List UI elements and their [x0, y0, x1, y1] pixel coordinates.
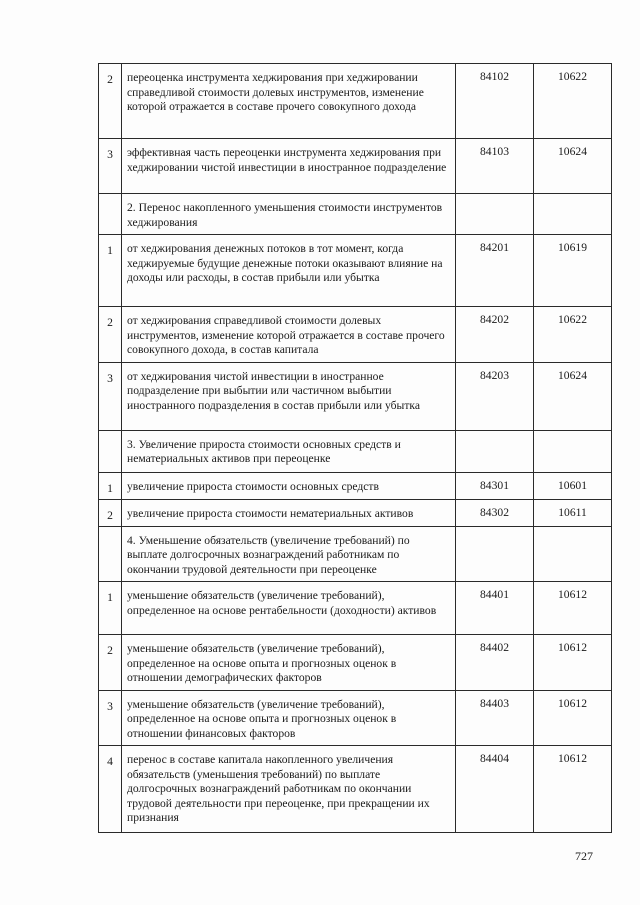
row-description: уменьшение обязательств (увеличение требований), определенное на основе рентабельности (доходности) активов [122, 582, 456, 635]
section-header-row [99, 194, 612, 235]
account-code [456, 430, 534, 472]
account-code: 84103 [456, 139, 534, 194]
account-code: 84404 [456, 746, 534, 833]
row-description: от хеджирования денежных потоков в тот момент, когда хеджируемые будущие денежные потоки оказывают влияние на доходы или расходы, в состав прибыли или убытка [122, 235, 456, 307]
row-number: 4 [99, 746, 122, 833]
reference-code: 10612 [534, 635, 612, 691]
row-number: 1 [99, 472, 122, 499]
section-header-row [99, 526, 612, 582]
row-number [99, 526, 122, 582]
page-number: 727 [575, 849, 593, 863]
account-code: 84302 [456, 499, 534, 526]
account-code [456, 526, 534, 582]
row-number: 2 [99, 64, 122, 139]
row-description: уменьшение обязательств (увеличение требований), определенное на основе опыта и прогнозных оценок в отношении финансовых факторов [122, 690, 456, 746]
row-description: от хеджирования чистой инвестиции в иностранное подразделение при выбытии или частичном выбытии иностранного подразделения в состав прибыли или убытка [122, 362, 456, 430]
reference-code: 10601 [534, 472, 612, 499]
account-code: 84402 [456, 635, 534, 691]
table-row [99, 499, 612, 526]
table-row [99, 635, 612, 691]
row-description: 3. Увеличение прироста стоимости основных средств и нематериальных активов при переоценке [122, 430, 456, 472]
row-description: переоценка инструмента хеджирования при хеджировании справедливой стоимости долевых инструментов, изменение которой отражается в составе прочего совокупного дохода [122, 64, 456, 139]
reference-code [534, 194, 612, 235]
row-description: увеличение прироста стоимости основных средств [122, 472, 456, 499]
account-code: 84203 [456, 362, 534, 430]
reference-code: 10612 [534, 690, 612, 746]
accounts-table [98, 63, 612, 833]
reference-code: 10612 [534, 582, 612, 635]
reference-code: 10622 [534, 307, 612, 363]
row-number: 2 [99, 499, 122, 526]
account-code: 84401 [456, 582, 534, 635]
reference-code [534, 526, 612, 582]
row-number: 1 [99, 235, 122, 307]
table-row [99, 582, 612, 635]
row-number: 3 [99, 690, 122, 746]
section-header-row [99, 430, 612, 472]
row-description: 2. Перенос накопленного уменьшения стоимости инструментов хеджирования [122, 194, 456, 235]
row-number [99, 194, 122, 235]
table-row [99, 472, 612, 499]
row-number: 3 [99, 139, 122, 194]
row-description: 4. Уменьшение обязательств (увеличение требований) по выплате долгосрочных вознаграждений работникам по окончании трудовой деятельности при переоценке [122, 526, 456, 582]
reference-code: 10611 [534, 499, 612, 526]
table-body [99, 64, 612, 833]
reference-code: 10619 [534, 235, 612, 307]
account-code: 84201 [456, 235, 534, 307]
row-description: уменьшение обязательств (увеличение требований), определенное на основе опыта и прогнозных оценок в отношении демографических факторов [122, 635, 456, 691]
row-number [99, 430, 122, 472]
row-description: от хеджирования справедливой стоимости долевых инструментов, изменение которой отражается в составе прочего совокупного дохода, в состав капитала [122, 307, 456, 363]
account-code: 84102 [456, 64, 534, 139]
table-row [99, 235, 612, 307]
row-number: 2 [99, 307, 122, 363]
reference-code: 10612 [534, 746, 612, 833]
table-row [99, 307, 612, 363]
reference-code: 10624 [534, 139, 612, 194]
table-row [99, 690, 612, 746]
reference-code [534, 430, 612, 472]
row-number: 3 [99, 362, 122, 430]
reference-code: 10622 [534, 64, 612, 139]
row-number: 1 [99, 582, 122, 635]
account-code: 84202 [456, 307, 534, 363]
row-description: эффективная часть переоценки инструмента хеджирования при хеджировании чистой инвестиции в иностранное подразделение [122, 139, 456, 194]
table-row [99, 746, 612, 833]
table-row [99, 362, 612, 430]
account-code: 84301 [456, 472, 534, 499]
row-description: увеличение прироста стоимости нематериальных активов [122, 499, 456, 526]
account-code: 84403 [456, 690, 534, 746]
table-row [99, 139, 612, 194]
account-code [456, 194, 534, 235]
row-description: перенос в составе капитала накопленного увеличения обязательств (уменьшения требований) по выплате долгосрочных вознаграждений работникам по окончании трудовой деятельности при переоценке, при прекращении их признания [122, 746, 456, 833]
reference-code: 10624 [534, 362, 612, 430]
table-row [99, 64, 612, 139]
row-number: 2 [99, 635, 122, 691]
